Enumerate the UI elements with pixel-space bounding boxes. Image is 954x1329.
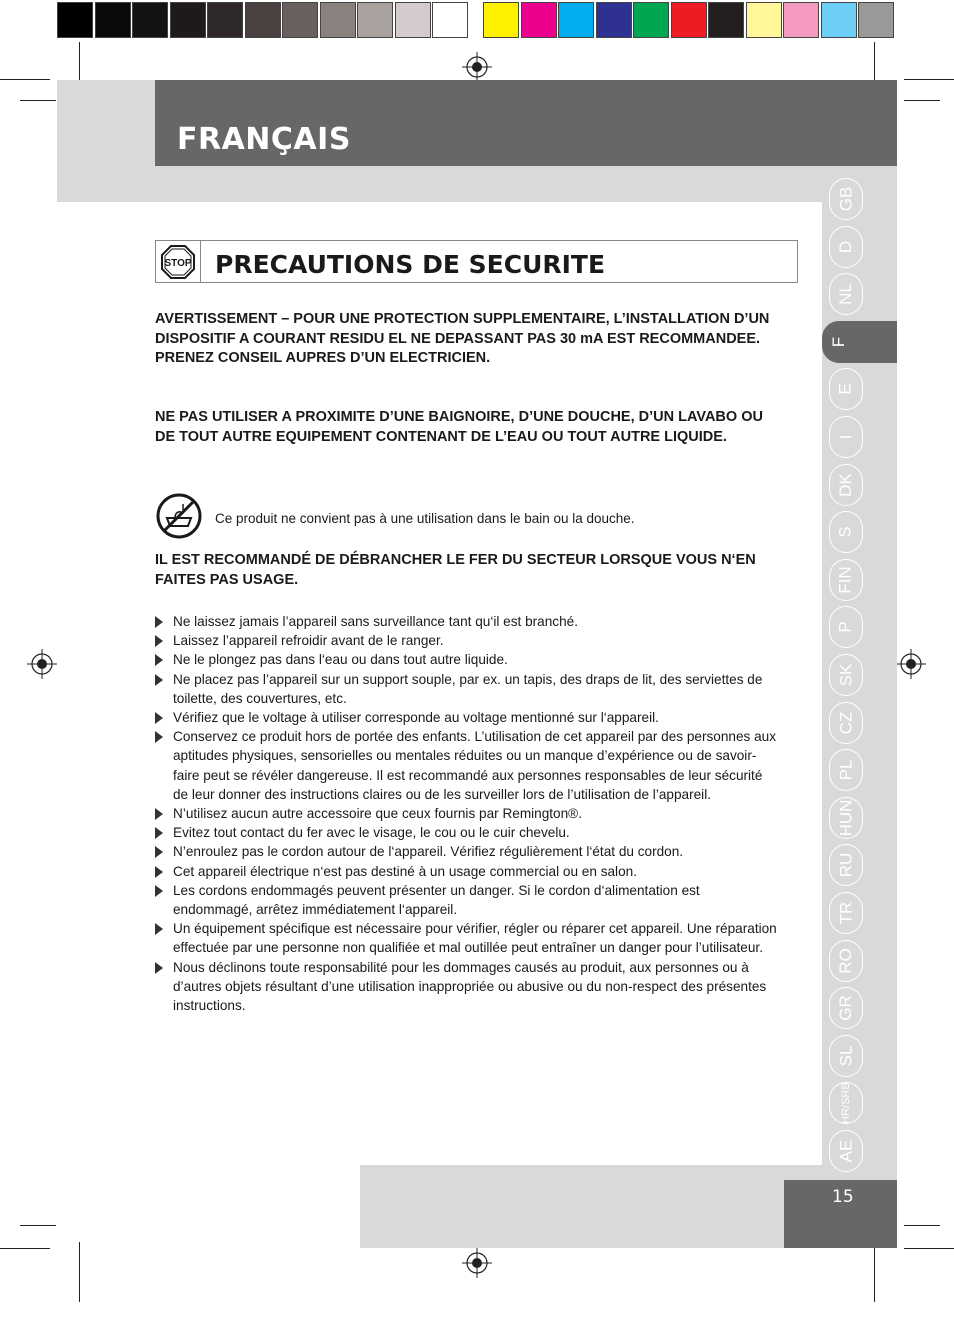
tab-lang-fin[interactable] — [829, 559, 863, 601]
tab-lang-nl[interactable] — [829, 273, 863, 315]
list-item — [155, 612, 780, 631]
tab-lang-label: PL — [835, 759, 855, 781]
bath-notice-text: Ce produit ne convient pas à une utilisation dans le bain ou la douche. — [215, 511, 635, 526]
bullet-arrow-icon — [155, 923, 163, 935]
tab-lang-ae[interactable] — [829, 1130, 863, 1172]
tab-lang-label: FIN — [835, 566, 855, 594]
page-number-box — [784, 1180, 897, 1248]
tab-lang-label: SL — [835, 1045, 855, 1067]
list-item — [155, 631, 780, 650]
tab-lang-label: I — [835, 434, 855, 440]
tab-lang-label: GR — [836, 995, 855, 1021]
color-swatch — [783, 2, 819, 38]
color-calibration-bar-right — [483, 2, 896, 38]
list-item — [155, 708, 780, 727]
color-swatch — [170, 2, 206, 38]
list-item — [155, 842, 780, 861]
warning-rcd: AVERTISSEMENT – POUR UNE PROTECTION SUPPLEMENTAIRE, L’INSTALLATION D’UN DISPOSITIF A COURANT RESIDU EL NE DEPASSANT PAS 30 mA EST RECOMMANDEE. PRENEZ CONSEIL AUPRES D’UN ELECTRICIEN. — [155, 311, 770, 366]
tab-lang-gr[interactable] — [829, 987, 863, 1029]
section-title: PRECAUTIONS DE SECURITE — [215, 250, 606, 279]
crop-mark — [874, 1242, 875, 1302]
page-title: FRANÇAIS — [177, 122, 351, 157]
bullet-arrow-icon — [155, 827, 163, 839]
tab-lang-label: CZ — [835, 711, 855, 734]
list-item — [155, 670, 780, 708]
tab-lang-label: P — [836, 621, 855, 634]
section-heading — [155, 240, 798, 283]
bullet-arrow-icon — [155, 654, 163, 666]
list-item-text: Nous déclinons toute responsabilité pour les dommages causés au produit, aux personnes ou à d’autres objets résultant d’une utilisation inappropriée ou abusive ou du non-respect des présentes instructions. — [173, 959, 767, 1014]
tab-lang-label: HR/SRB — [840, 1082, 852, 1125]
bullet-arrow-icon — [155, 712, 163, 724]
crop-mark — [20, 1225, 56, 1226]
tab-lang-gb[interactable] — [829, 178, 863, 220]
stop-sign-label: STOP — [164, 257, 192, 269]
tab-lang-label: S — [836, 526, 855, 538]
color-swatch — [746, 2, 782, 38]
color-swatch — [432, 2, 468, 38]
color-swatch — [395, 2, 431, 38]
list-item-text: Evitez tout contact du fer avec le visage, le cou ou le cuir chevelu. — [173, 825, 570, 841]
color-swatch — [95, 2, 131, 38]
bullet-arrow-icon — [155, 866, 163, 878]
warning-water: NE PAS UTILISER A PROXIMITE D’UNE BAIGNOIRE, D’UNE DOUCHE, D’UN LAVABO OU DE TOUT AUTRE EQUIPEMENT CONTENANT DE L’EAU OU TOUT AUTRE LIQUIDE. — [155, 409, 763, 445]
list-item — [155, 958, 780, 1016]
crop-mark — [0, 1248, 50, 1249]
tab-lang-label: AE — [836, 1139, 855, 1163]
color-swatch — [57, 2, 93, 38]
tab-lang-label: DK — [836, 472, 855, 497]
tab-lang-s[interactable] — [829, 511, 863, 553]
list-item-text: N’utilisez aucun autre accessoire que ceux fournis par Remington®. — [173, 806, 582, 822]
color-swatch — [207, 2, 243, 38]
tab-lang-pl[interactable] — [829, 749, 863, 791]
color-swatch — [282, 2, 318, 38]
bullet-arrow-icon — [155, 808, 163, 820]
bullet-arrow-icon — [155, 635, 163, 647]
tab-lang-label: HUN — [836, 799, 855, 837]
crop-mark — [20, 100, 56, 101]
list-item-text: Vérifiez que le voltage à utiliser corresponde au voltage mentionné sur l‘appareil. — [173, 710, 659, 726]
registration-mark-icon — [462, 52, 492, 82]
tab-lang-label: NL — [835, 283, 855, 306]
bullet-arrow-icon — [155, 846, 163, 858]
color-swatch — [483, 2, 519, 38]
tab-lang-label: F — [829, 336, 849, 347]
list-item — [155, 727, 780, 804]
page-number: 15 — [832, 1187, 854, 1207]
color-swatch — [671, 2, 707, 38]
color-swatch — [821, 2, 857, 38]
tab-lang-hr-srb[interactable] — [829, 1082, 863, 1124]
warning-unplug: IL EST RECOMMANDÉ DE DÉBRANCHER LE FER DU SECTEUR LORSQUE VOUS N‘EN FAITES PAS USAGE. — [155, 552, 756, 588]
tab-lang-d[interactable] — [829, 226, 863, 268]
color-swatch — [357, 2, 393, 38]
tab-lang-hun[interactable] — [829, 797, 863, 839]
registration-mark-icon — [896, 649, 926, 679]
tab-lang-label: RO — [836, 947, 855, 974]
crop-mark — [904, 1225, 940, 1226]
tab-lang-label: SK — [836, 663, 855, 687]
list-item — [155, 919, 780, 957]
list-item — [155, 650, 780, 669]
list-item-text: Ne placez pas l’appareil sur un support souple, par ex. un tapis, des draps de lit, des serviettes de toilette, des couvertures, etc. — [173, 671, 763, 706]
crop-mark — [904, 79, 954, 80]
tab-lang-e[interactable] — [829, 368, 863, 410]
color-swatch — [708, 2, 744, 38]
tab-lang-label: GB — [836, 186, 855, 212]
color-swatch — [558, 2, 594, 38]
tab-lang-label: E — [836, 383, 855, 396]
tab-lang-cz[interactable] — [829, 702, 863, 744]
tab-lang-tr[interactable] — [829, 892, 863, 934]
instructions-list — [155, 612, 780, 1015]
registration-mark-icon — [27, 649, 57, 679]
color-swatch — [858, 2, 894, 38]
stop-sign-icon — [160, 244, 196, 280]
list-item — [155, 881, 780, 919]
stop-sign-box — [156, 241, 201, 282]
bullet-arrow-icon — [155, 962, 163, 974]
tab-lang-f[interactable] — [822, 321, 897, 363]
list-item — [155, 862, 780, 881]
bullet-arrow-icon — [155, 674, 163, 686]
list-item-text: Cet appareil électrique n‘est pas destiné à un usage commercial ou en salon. — [173, 863, 637, 879]
tab-lang-sk[interactable] — [829, 654, 863, 696]
tab-lang-label: D — [836, 240, 855, 253]
color-swatch — [245, 2, 281, 38]
crop-mark — [79, 1242, 80, 1302]
tab-lang-label: RU — [836, 853, 855, 878]
color-swatch — [521, 2, 557, 38]
color-swatch — [132, 2, 168, 38]
tab-lang-i[interactable] — [829, 416, 863, 458]
color-swatch — [320, 2, 356, 38]
bullet-arrow-icon — [155, 885, 163, 897]
color-swatch — [633, 2, 669, 38]
list-item-text: Ne laissez jamais l’appareil sans surveillance tant qu‘il est branché. — [173, 614, 578, 629]
title-bar — [155, 80, 897, 166]
registration-mark-icon — [462, 1248, 492, 1278]
color-swatch — [596, 2, 632, 38]
tab-lang-sl[interactable] — [829, 1035, 863, 1077]
list-item-text: Les cordons endommagés peuvent présenter un danger. Si le cordon d‘alimentation est endommagé, arrêtez immédiatement l‘appareil. — [173, 882, 700, 918]
tab-lang-ro[interactable] — [829, 940, 863, 982]
tab-lang-label: TR — [835, 901, 855, 925]
crop-mark — [904, 1248, 954, 1249]
no-bath-icon — [155, 492, 203, 540]
crop-mark — [904, 100, 940, 101]
list-item — [155, 804, 780, 823]
crop-mark — [0, 79, 50, 80]
color-calibration-bar-left — [57, 2, 470, 38]
list-item-text: Ne le plongez pas dans l‘eau ou dans tout autre liquide. — [173, 652, 508, 668]
bath-notice — [155, 492, 795, 540]
list-item-text: Un équipement spécifique est nécessaire pour vérifier, régler ou réparer cet appareil. Une réparation effectuée par une personne non qualifiée et mal outillée peut entraîner un danger pour l’utilisateur. — [173, 921, 777, 956]
tab-lang-ru[interactable] — [829, 844, 863, 886]
list-item-text: N’enroulez pas le cordon autour de l‘appareil. Vérifiez régulièrement l‘état du cordon. — [173, 844, 684, 860]
tab-lang-dk[interactable] — [829, 464, 863, 506]
bullet-arrow-icon — [155, 616, 163, 628]
tab-lang-p[interactable] — [829, 606, 863, 648]
bullet-arrow-icon — [155, 731, 163, 743]
list-item — [155, 823, 780, 842]
list-item-text: Conservez ce produit hors de portée des enfants. L’utilisation de cet appareil par des personnes aux aptitudes physiques, sensorielles ou mentales réduites ou un manque d’expérience ou de savoir-faire peut se révéler dangereuse. Il est recommandé aux personnes responsables de leur sécurité de leur donner des instructions claires ou de les surveiller lors de l’utilisation de l’appareil. — [173, 729, 777, 802]
list-item-text: Laissez l’appareil refroidir avant de le ranger. — [173, 633, 444, 649]
